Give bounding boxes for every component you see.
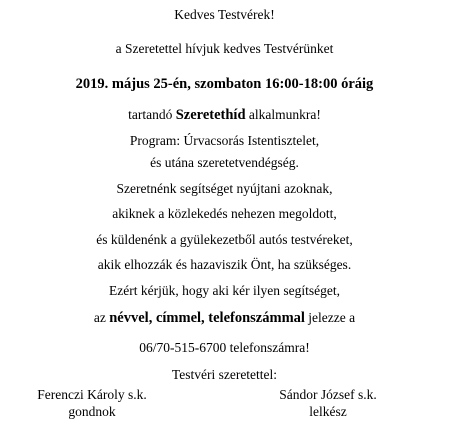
invite-line: a Szeretettel hívjuk kedves Testvérünket — [115, 41, 334, 56]
signer-role: lelkész — [309, 404, 347, 419]
help-line-4: akik elhozzák és hazaviszik Önt, ha szükséges. — [97, 257, 352, 272]
event-name: Szeretethíd — [175, 107, 246, 123]
event-datetime: 2019. május 25-én, szombaton 16:00-18:00 óráig — [75, 76, 374, 92]
closing-line: Testvéri szeretettel: — [171, 367, 278, 382]
signer-name: Ferenczi Károly s.k. — [37, 387, 147, 402]
contact-line — [0, 309, 449, 327]
program-line: Program: Úrvacsorás Istentisztelet, — [129, 133, 320, 148]
greeting: Kedves Testvérek! — [174, 7, 275, 22]
contact-post: jelezze a — [304, 310, 356, 325]
event-line — [0, 106, 449, 124]
signer-role: gondnok — [68, 404, 116, 419]
contact-pre: az — [93, 310, 110, 325]
help-line-3: és küldenénk a gyülekezetből autós testvéreket, — [96, 232, 353, 247]
help-line-1: Szeretnénk segítséget nyújtani azoknak, — [116, 181, 333, 196]
request-line: Ezért kérjük, hogy aki kér ilyen segítséget, — [109, 283, 340, 298]
phone-line: 06/70-515-6700 telefonszámra! — [139, 340, 310, 355]
event-pre: tartandó — [128, 107, 176, 122]
contact-bold: névvel, címmel, telefonszámmal — [109, 310, 305, 326]
signature-right — [258, 386, 398, 420]
signer-name: Sándor József s.k. — [279, 387, 377, 402]
program-line-2: és utána szeretetvendégség. — [150, 155, 299, 170]
signature-left — [22, 386, 162, 420]
help-line-2: akiknek a közlekedés nehezen megoldott, — [112, 206, 337, 221]
event-post: alkalmunkra! — [245, 107, 321, 122]
